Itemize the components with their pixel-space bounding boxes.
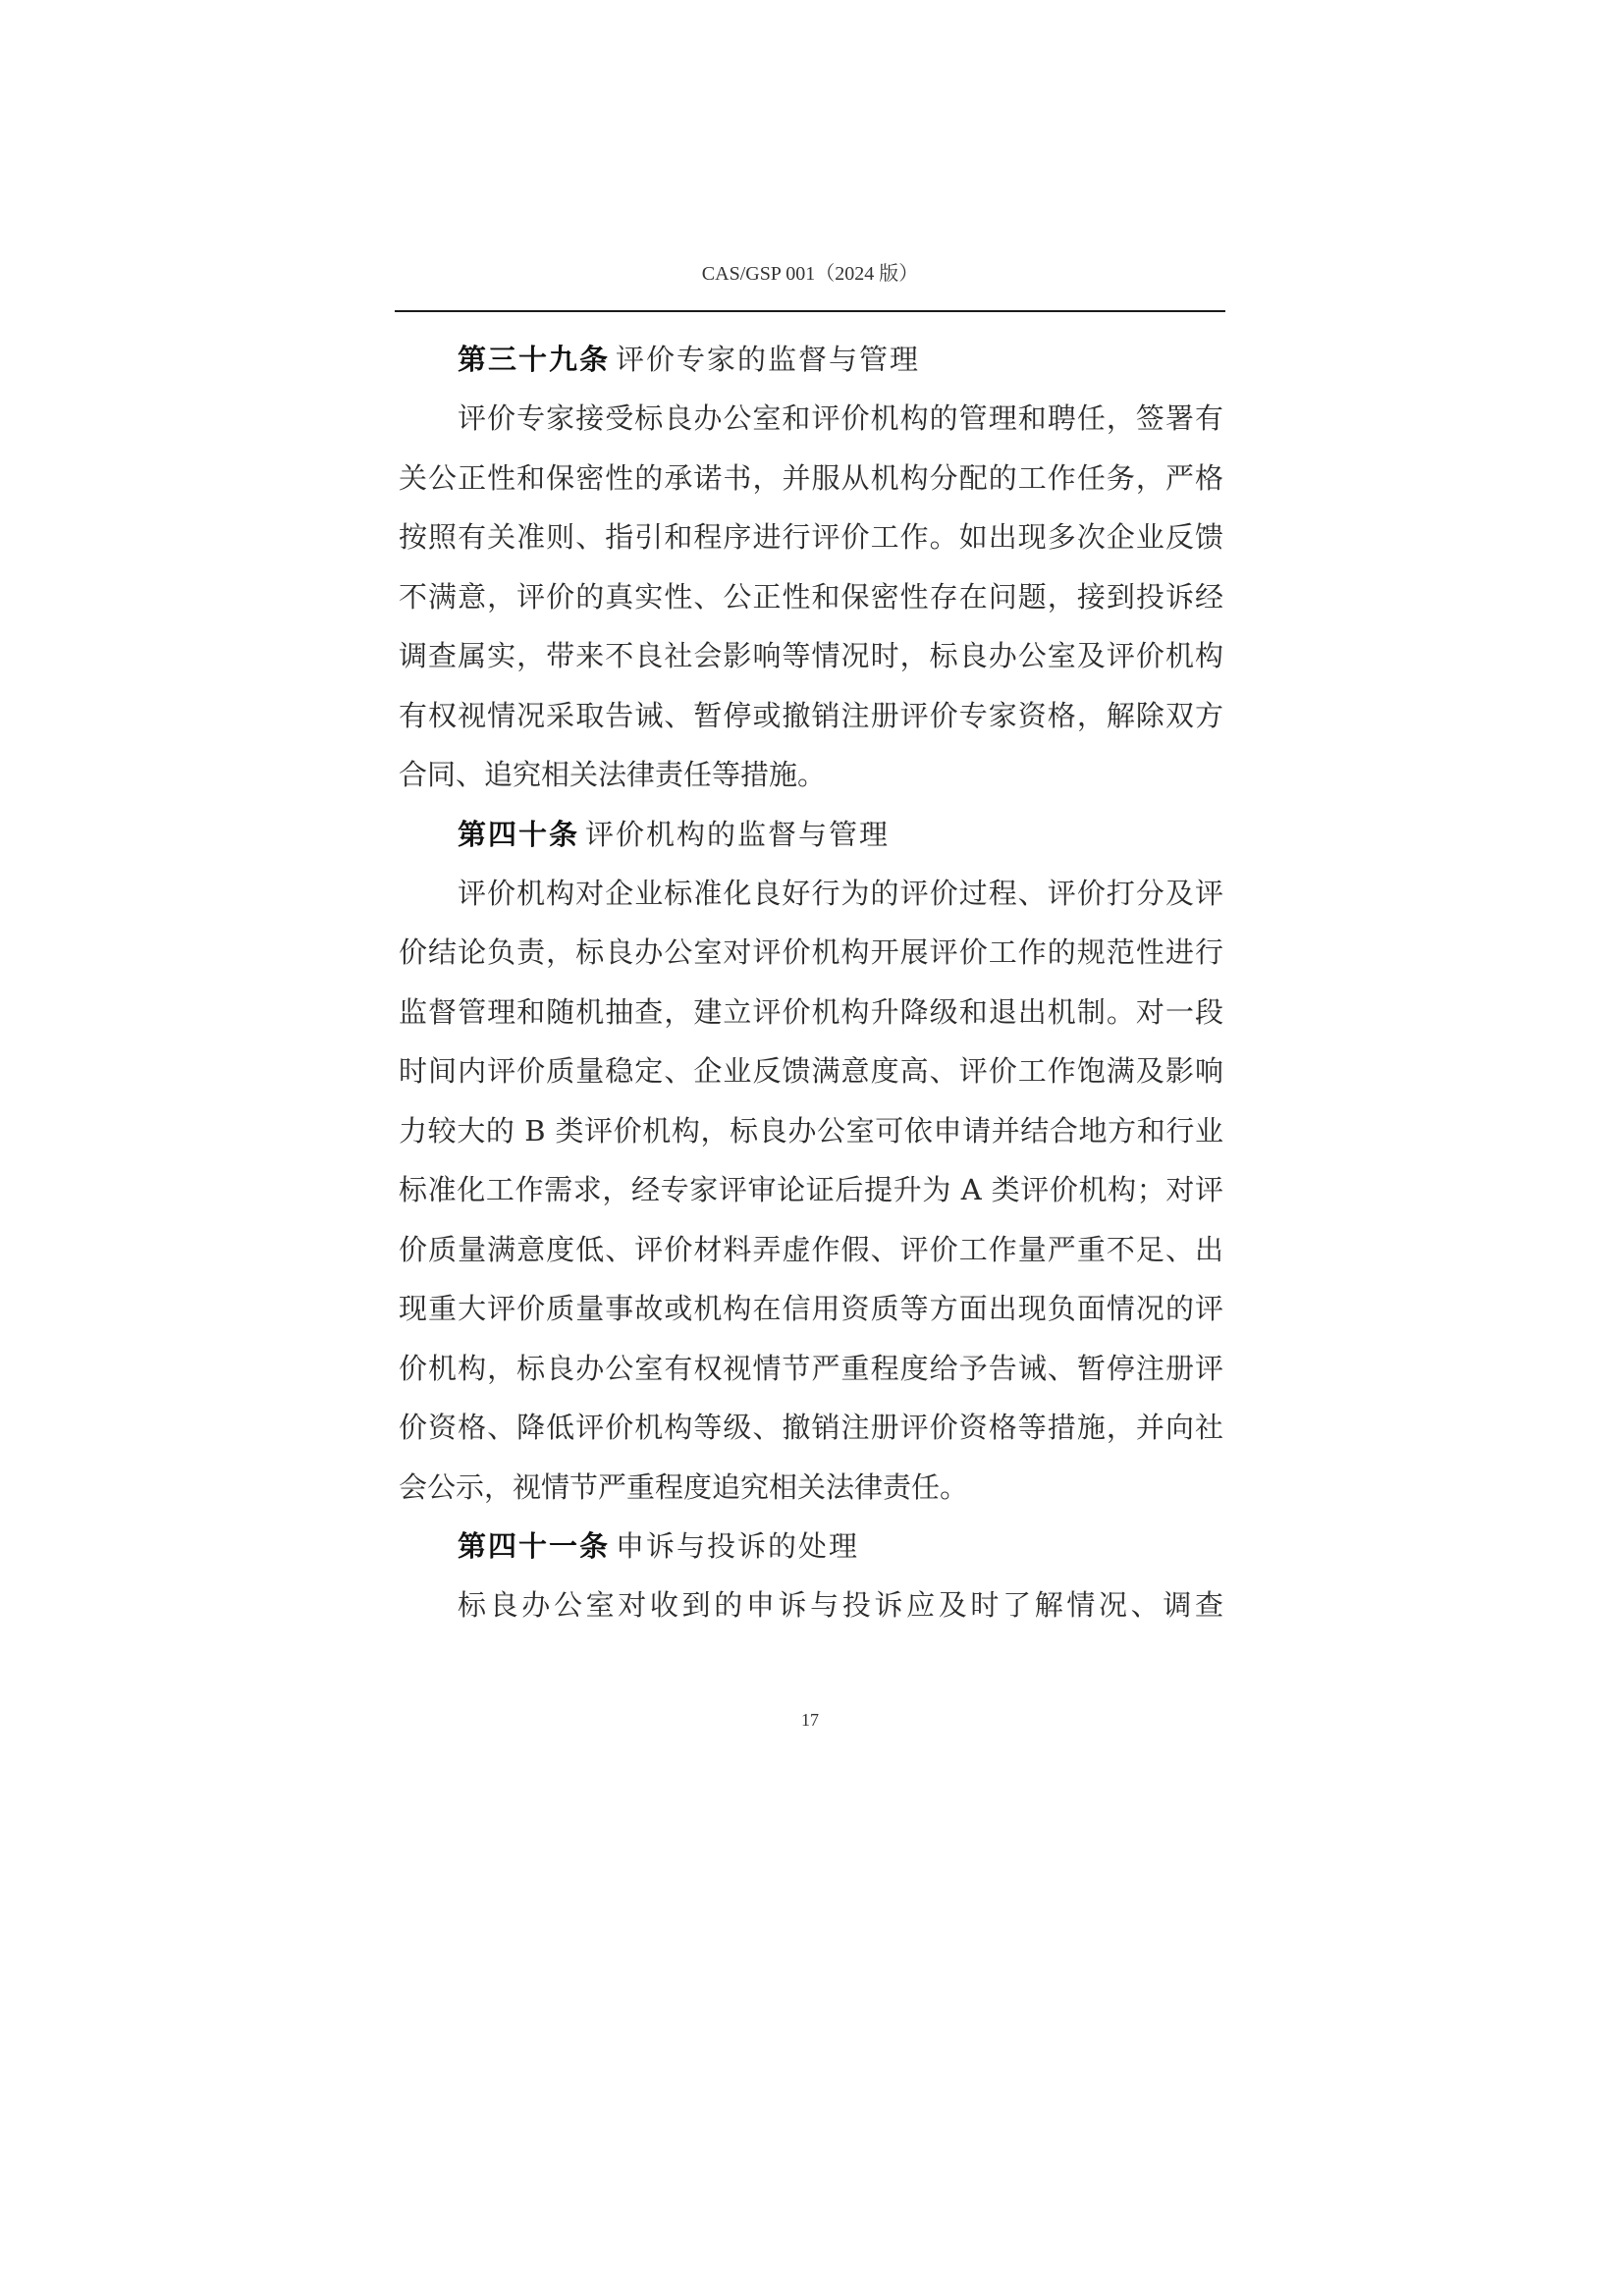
- header-divider: [395, 310, 1225, 312]
- article-39-title: 评价专家的监督与管理: [616, 343, 921, 376]
- article-40-body: 评价机构对企业标准化良好行为的评价过程、评价打分及评价结论负责，标良办公室对评价机构开展评价工作的规范性进行监督管理和随机抽查，建立评价机构升降级和退出机制。对一段时间内评价质量稳定、企业反馈满意度高、评价工作饱满及影响力较大的 B 类评价机构，标良办公室可依申请并结合地方和行业标准化工作需求，经专家评审论证后提升为 A 类评价机构；对评价质量满意度低、评价材料弄虚作假、评价工作量严重不足、出现重大评价质量事故或机构在信用资质等方面出现负面情况的评价机构，标良办公室有权视情节严重程度给予告诫、暂停注册评价资格、降低评价机构等级、撤销注册评价资格等措施，并向社会公示，视情节严重程度追究相关法律责任。: [399, 876, 1223, 1504]
- article-40-number: 第四十条: [458, 817, 580, 851]
- article-41-title: 申诉与投诉的处理: [616, 1529, 860, 1563]
- article-40-title: 评价机构的监督与管理: [585, 817, 891, 851]
- article-40-heading: [399, 805, 1223, 864]
- document-code-header: CAS/GSP 001（2024 版）: [701, 263, 919, 285]
- article-41-number: 第四十一条: [458, 1529, 611, 1563]
- document-body: [399, 330, 1223, 1635]
- article-39-number: 第三十九条: [458, 343, 611, 376]
- article-39-body: 评价专家接受标良办公室和评价机构的管理和聘任，签署有关公正性和保密性的承诺书，并服从机构分配的工作任务，严格按照有关准则、指引和程序进行评价工作。如出现多次企业反馈不满意，评价的真实性、公正性和保密性存在问题，接到投诉经调查属实，带来不良社会影响等情况时，标良办公室及评价机构有权视情况采取告诫、暂停或撤销注册评价专家资格，解除双方合同、追究相关法律责任等措施。: [399, 401, 1223, 791]
- article-41-heading: [399, 1517, 1223, 1575]
- page-number: 17: [801, 1710, 819, 1730]
- article-41-body: 标良办公室对收到的申诉与投诉应及时了解情况、调查: [458, 1588, 1223, 1622]
- article-39-heading: [399, 330, 1223, 389]
